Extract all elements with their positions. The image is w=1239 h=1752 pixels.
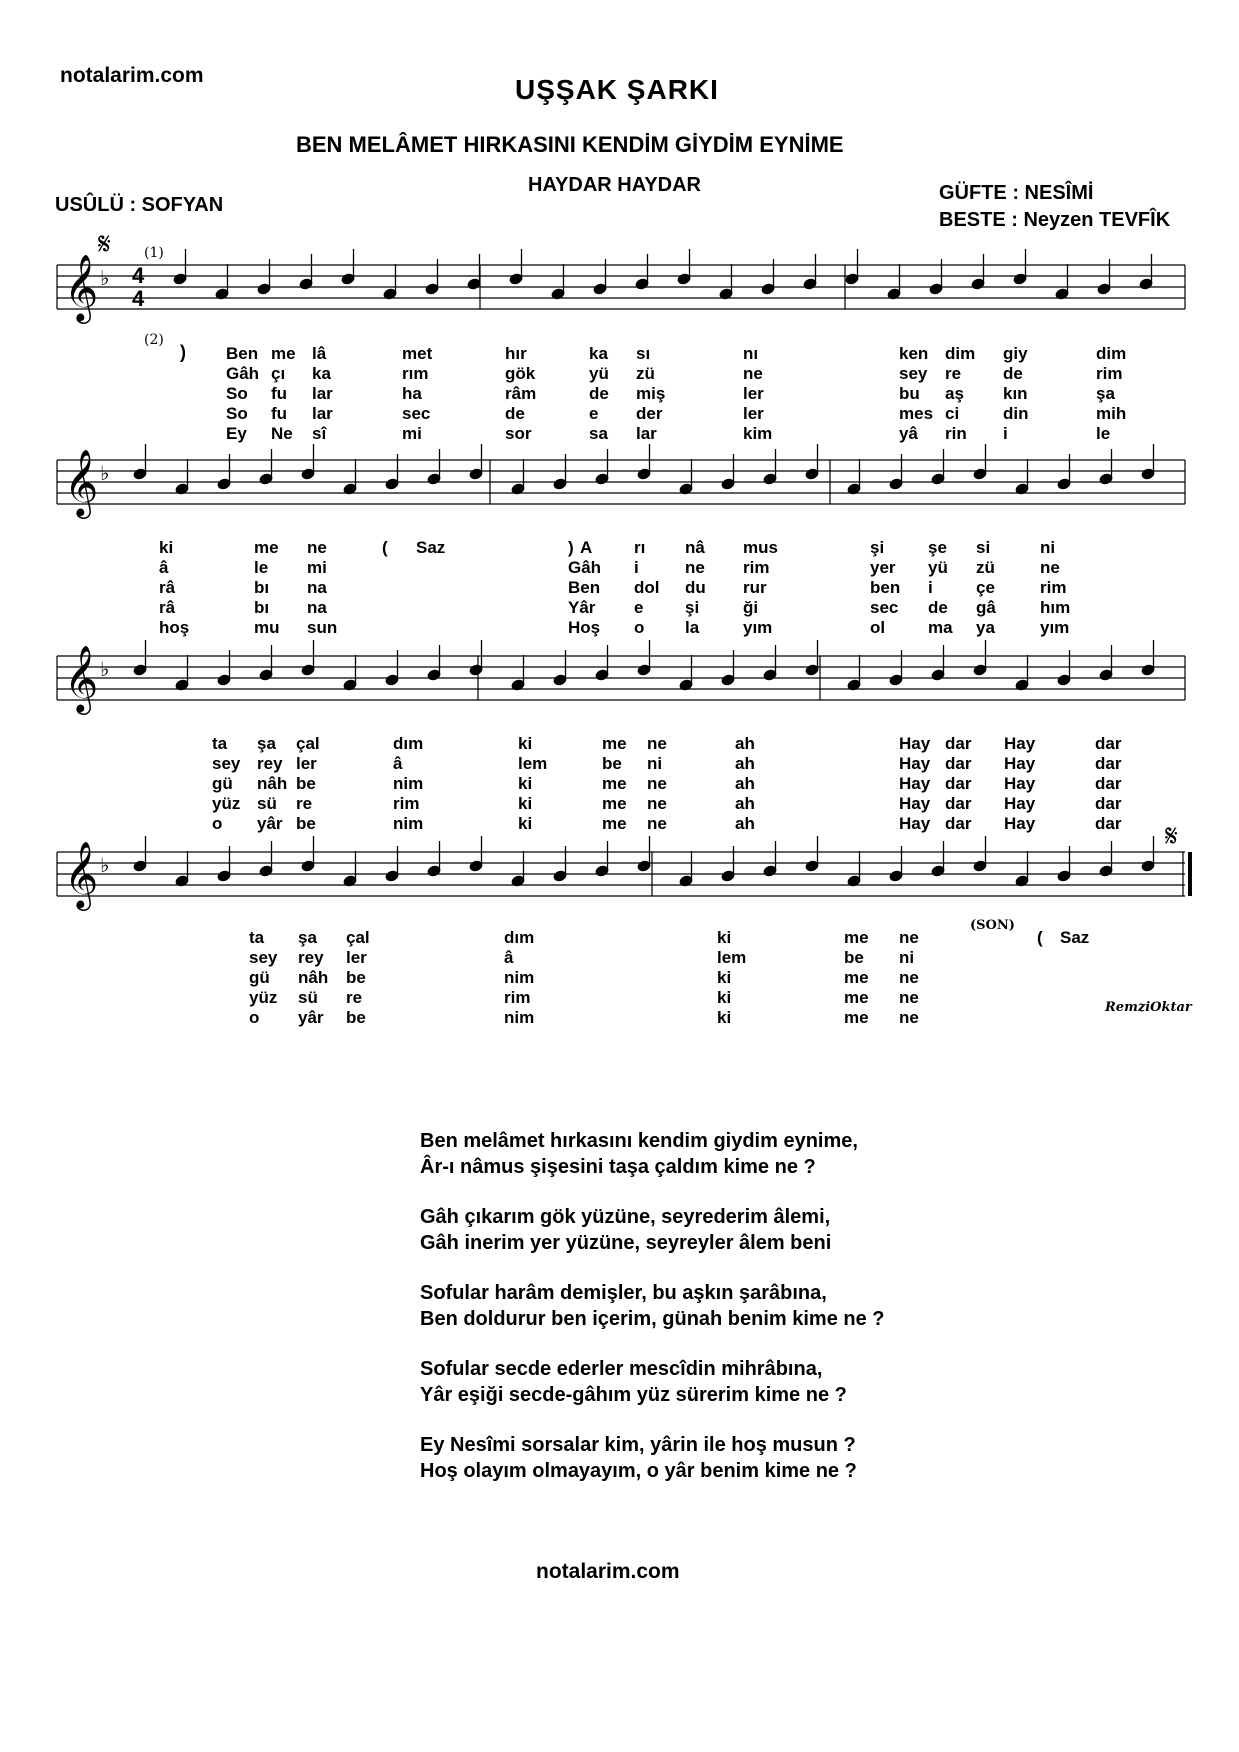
poem-stanza: [420, 1432, 885, 1484]
lyric-syllable: sec: [870, 598, 899, 617]
lyric-syllable: rim: [393, 794, 420, 813]
lyric-syllable: yım: [743, 618, 773, 637]
lyric-syllable: dar: [1095, 754, 1122, 773]
volta-2-label: (2): [144, 332, 164, 348]
lyric-syllable: râ: [159, 598, 176, 617]
usul-label: USÛLÜ : SOFYAN: [55, 194, 224, 216]
lyric-syllable: la: [685, 618, 700, 637]
lyric-syllable: me: [844, 968, 869, 987]
lyric-syllable: me: [844, 928, 869, 947]
lyric-syllable: ken: [899, 344, 929, 363]
lyric-syllable: dol: [634, 578, 660, 597]
lyric-syllable: be: [602, 754, 622, 773]
lyric-syllable: le: [254, 558, 269, 577]
composer-label: BESTE : Neyzen TEVFÎK: [939, 209, 1171, 231]
segno-icon: 𝄋: [1165, 820, 1178, 853]
lyric-syllable: hoş: [159, 618, 190, 637]
lyric-syllable: sa: [589, 424, 608, 443]
lyric-syllable: me: [602, 814, 627, 833]
lyric-syllable: din: [1003, 404, 1029, 423]
lyric-syllable: ma: [928, 618, 953, 637]
lyric-syllable: mih: [1096, 404, 1127, 423]
lyric-syllable: ni: [1040, 538, 1056, 557]
volta-1-label: (1): [144, 245, 164, 261]
lyric-syllable: dim: [1096, 344, 1127, 363]
lyric-syllable: met: [402, 344, 433, 363]
lyric-syllable: si: [976, 538, 991, 557]
lyric-syllable: mes: [899, 404, 934, 423]
lyric-syllable: kim: [743, 424, 773, 443]
lyric-syllable: ne: [899, 1008, 919, 1027]
lyric-syllable: rım: [402, 364, 429, 383]
page-title: UŞŞAK ŞARKI: [515, 74, 719, 105]
lyric-syllable: bı: [254, 578, 270, 597]
lyric-syllable: dar: [1095, 814, 1122, 833]
lyric-syllable: sey: [899, 364, 928, 383]
lyric-syllable: der: [636, 404, 663, 423]
lyric-syllable: çe: [976, 578, 995, 597]
lyric-syllable: ah: [735, 794, 755, 813]
lyric-syllable: yüz: [212, 794, 241, 813]
lyric-syllable: rim: [1040, 578, 1067, 597]
lyric-syllable: hım: [1040, 598, 1071, 617]
lyric-syllable: mi: [307, 558, 327, 577]
lyric-syllable: nâh: [257, 774, 288, 793]
signature: RemziOktar: [1105, 1000, 1192, 1015]
lyric-syllable: ne: [647, 794, 667, 813]
lyric-syllable: bu: [899, 384, 920, 403]
lyric-syllable: du: [685, 578, 706, 597]
lyric-syllable: So: [226, 404, 248, 423]
lyric-syllable: ne: [1040, 558, 1060, 577]
lyric-syllable: ne: [647, 734, 667, 753]
lyric-syllable: Hay: [899, 754, 931, 773]
lyric-syllable: dar: [945, 754, 972, 773]
treble-clef-icon: 𝄞: [64, 253, 99, 321]
lyric-syllable: ta: [212, 734, 228, 753]
lyric-syllable: sî: [312, 424, 327, 443]
lyric-syllable: yüz: [249, 988, 278, 1007]
lyric-syllable: Hay: [899, 774, 931, 793]
lyric-syllable: ka: [589, 344, 608, 363]
lyric-syllable: dar: [945, 794, 972, 813]
lyric-syllable: ci: [945, 404, 960, 423]
lyric-syllable: Hay: [1004, 774, 1036, 793]
lyric-syllable: nı: [743, 344, 759, 363]
lyric-syllable: o: [249, 1008, 260, 1027]
paren-close: ): [180, 342, 186, 362]
lyric-syllable: Saz: [1060, 928, 1090, 947]
site-name-top: notalarim.com: [60, 64, 204, 87]
lyric-syllable: lem: [518, 754, 548, 773]
lyric-syllable: sec: [402, 404, 431, 423]
lyric-syllable: Saz: [416, 538, 446, 557]
lyric-syllable: e: [589, 404, 599, 423]
lyric-syllable: ki: [518, 794, 533, 813]
lyric-syllable: re: [296, 794, 313, 813]
treble-clef-icon: 𝄞: [64, 840, 99, 908]
lyric-syllable: nim: [504, 968, 535, 987]
lyric-syllable: sü: [257, 794, 277, 813]
lyric-syllable: dım: [504, 928, 535, 947]
lyric-syllable: So: [226, 384, 248, 403]
lyric-syllable: giy: [1003, 344, 1028, 363]
time-signature-top: 4: [132, 263, 145, 288]
lyric-syllable: Ne: [271, 424, 293, 443]
lyric-syllable: rey: [257, 754, 283, 773]
lyric-syllable: ler: [743, 404, 764, 423]
lyric-syllable: yü: [589, 364, 609, 383]
time-signature-bottom: 4: [132, 286, 145, 311]
lyric-syllable: ah: [735, 774, 755, 793]
lyric-syllable: ta: [249, 928, 265, 947]
lyric-syllable: â: [504, 948, 514, 967]
lyric-syllable: fu: [271, 404, 288, 423]
lyric-syllable: A: [580, 538, 593, 557]
lyric-syllable: dar: [945, 734, 972, 753]
segno-icon: 𝄋: [98, 228, 111, 261]
lyric-syllable: o: [634, 618, 645, 637]
lyric-syllable: rey: [298, 948, 324, 967]
refrain-title: HAYDAR HAYDAR: [528, 174, 701, 196]
lyric-syllable: me: [602, 794, 627, 813]
poem-text: [420, 1128, 885, 1508]
lyric-syllable: ki: [518, 814, 533, 833]
treble-clef-icon: 𝄞: [64, 448, 99, 516]
lyric-syllable: ben: [870, 578, 901, 597]
lyric-syllable: re: [945, 364, 962, 383]
lyric-syllable: nim: [393, 774, 424, 793]
lyric-syllable: dar: [1095, 794, 1122, 813]
lyric-syllable: â: [159, 558, 169, 577]
lyric-syllable: yım: [1040, 618, 1070, 637]
lyric-syllable: i: [928, 578, 933, 597]
lyric-syllable: ne: [899, 928, 919, 947]
lyric-syllable: de: [928, 598, 948, 617]
lyric-syllable: be: [844, 948, 864, 967]
lyric-syllable: çal: [346, 928, 370, 947]
lyric-syllable: re: [346, 988, 363, 1007]
lyric-syllable: Hoş: [568, 618, 601, 637]
lyric-syllable: ki: [518, 774, 533, 793]
lyric-syllable: şa: [298, 928, 317, 947]
lyric-syllable: ne: [899, 968, 919, 987]
lyric-syllable: sor: [505, 424, 532, 443]
lyric-syllable: şi: [685, 598, 700, 617]
lyric-syllable: ği: [743, 598, 759, 617]
lyric-syllable: be: [296, 814, 316, 833]
lyric-syllable: lâ: [312, 344, 327, 363]
lyric-syllable: ha: [402, 384, 422, 403]
poem-line: Sofular harâm demişler, bu aşkın şarâbına,: [420, 1282, 827, 1304]
lyric-syllable: Yâr: [568, 598, 596, 617]
lyric-syllable: me: [602, 774, 627, 793]
lyric-syllable: ya: [976, 618, 995, 637]
poem-line: Âr-ı nâmus şişesini taşa çaldım kime ne ?: [420, 1156, 816, 1178]
lyric-syllable: be: [346, 968, 366, 987]
lyric-syllable: rim: [504, 988, 531, 1007]
lyric-syllable: Ey: [226, 424, 247, 443]
lyric-syllable: hır: [505, 344, 527, 363]
lyric-syllable: çı: [271, 364, 286, 383]
lyric-syllable: dar: [1095, 774, 1122, 793]
lyric-syllable: ne: [647, 774, 667, 793]
lyric-syllable: ah: [735, 754, 755, 773]
lyric-syllable: be: [296, 774, 316, 793]
poem-stanza: [420, 1128, 885, 1180]
poem-stanza: [420, 1356, 885, 1408]
lyric-syllable: sey: [249, 948, 278, 967]
lyric-syllable: zü: [976, 558, 995, 577]
lyric-syllable: na: [307, 598, 327, 617]
lyric-syllable: Hay: [1004, 734, 1036, 753]
lyric-syllable: sü: [298, 988, 318, 1007]
lyric-syllable: rur: [743, 578, 767, 597]
lyric-syllable: Hay: [1004, 814, 1036, 833]
lyric-syllable: ne: [685, 558, 705, 577]
lyric-syllable: ne: [647, 814, 667, 833]
lyric-syllable: Hay: [1004, 794, 1036, 813]
lyric-syllable: râm: [505, 384, 537, 403]
lyric-syllable: yâ: [899, 424, 918, 443]
poem-line: Gâh çıkarım gök yüzüne, seyrederim âlemi,: [420, 1206, 831, 1228]
lyric-syllable: mu: [254, 618, 280, 637]
lyric-syllable: be: [346, 1008, 366, 1027]
lyric-syllable: ne: [743, 364, 763, 383]
lyric-syllable: mus: [743, 538, 778, 557]
lyric-syllable: bı: [254, 598, 270, 617]
lyric-syllable: şa: [257, 734, 276, 753]
poem-stanza: [420, 1280, 885, 1332]
lyric-syllable: sey: [212, 754, 241, 773]
lyric-syllable: ka: [312, 364, 331, 383]
lyric-syllable: Ben: [568, 578, 601, 597]
lyric-syllable: ah: [735, 814, 755, 833]
poem-line: Ey Nesîmi sorsalar kim, yârin ile hoş musun ?: [420, 1434, 856, 1456]
lyric-syllable: nâh: [298, 968, 329, 987]
lyric-syllable: le: [1096, 424, 1111, 443]
poem-line: Hoş olayım olmayayım, o yâr benim kime ne ?: [420, 1460, 857, 1482]
lyric-syllable: lar: [312, 404, 333, 423]
poem-line: Yâr eşiği secde-gâhım yüz sürerim kime ne ?: [420, 1384, 847, 1406]
lyric-syllable: ah: [735, 734, 755, 753]
lyric-syllable: gü: [249, 968, 270, 987]
lyric-syllable: nâ: [685, 538, 705, 557]
poem-line: Gâh inerim yer yüzüne, seyreyler âlem beni: [420, 1232, 832, 1254]
lyric-syllable: zü: [636, 364, 655, 383]
lyric-syllable: kın: [1003, 384, 1028, 403]
lyric-syllable: i: [1003, 424, 1008, 443]
flat-icon: ♭: [100, 461, 110, 485]
lyric-syllable: sun: [307, 618, 338, 637]
lyric-syllable: e: [634, 598, 644, 617]
lyric-syllable: ler: [346, 948, 367, 967]
lyric-syllable: na: [307, 578, 327, 597]
poem-line: Ben melâmet hırkasını kendim giydim eynime,: [420, 1130, 858, 1152]
lyric-syllable: şa: [1096, 384, 1115, 403]
lyric-syllable: Gâh: [226, 364, 260, 383]
lyric-syllable: aş: [945, 384, 964, 403]
lyric-syllable: me: [254, 538, 279, 557]
lyric-syllable: dar: [1095, 734, 1122, 753]
lyric-syllable: â: [393, 754, 403, 773]
lyric-syllable: yâr: [257, 814, 283, 833]
lyric-syllable: ler: [743, 384, 764, 403]
lyric-syllable: şe: [928, 538, 947, 557]
lyric-syllable: me: [844, 1008, 869, 1027]
lyric-syllable: miş: [636, 384, 666, 403]
flat-icon: ♭: [100, 657, 110, 681]
lyric-syllable: o: [212, 814, 223, 833]
lyric-syllable: ni: [899, 948, 915, 967]
lyric-syllable: yer: [870, 558, 896, 577]
lyric-syllable: Gâh: [568, 558, 602, 577]
lyric-syllable: de: [1003, 364, 1023, 383]
flat-icon: ♭: [100, 266, 110, 290]
lyric-syllable: rin: [945, 424, 967, 443]
lyric-syllable: nim: [393, 814, 424, 833]
lyric-syllable: ol: [870, 618, 886, 637]
lyric-syllable: râ: [159, 578, 176, 597]
lyric-syllable: me: [602, 734, 627, 753]
treble-clef-icon: 𝄞: [64, 644, 99, 712]
lyric-syllable: şi: [870, 538, 885, 557]
lyric-syllable: yü: [928, 558, 948, 577]
lyric-syllable: Ben: [226, 344, 259, 363]
lyric-syllable: rı: [634, 538, 646, 557]
lyric-syllable: lar: [636, 424, 657, 443]
lyric-syllable: çal: [296, 734, 320, 753]
lyric-syllable: fu: [271, 384, 288, 403]
lyric-syllable: ler: [296, 754, 317, 773]
son-mark: (SON): [970, 918, 1015, 933]
lyric-syllable: yâr: [298, 1008, 324, 1027]
lyric-syllable: lar: [312, 384, 333, 403]
lyric-syllable: gök: [505, 364, 536, 383]
poem-line: Sofular secde ederler mescîdin mihrâbına,: [420, 1358, 823, 1380]
lyric-syllable: (: [382, 538, 388, 557]
poem-stanza: [420, 1204, 885, 1256]
lyric-syllable: me: [271, 344, 296, 363]
lyric-syllable: ki: [717, 968, 732, 987]
lyric-syllable: ni: [647, 754, 663, 773]
lyric-syllable: me: [844, 988, 869, 1007]
lyric-syllable: dar: [945, 774, 972, 793]
song-subtitle: BEN MELÂMET HIRKASINI KENDİM GİYDİM EYNİME: [296, 132, 844, 157]
lyric-syllable: de: [505, 404, 525, 423]
lyricist-label: GÜFTE : NESÎMİ: [939, 182, 1094, 204]
lyric-syllable: ki: [717, 928, 732, 947]
lyric-syllable: dar: [945, 814, 972, 833]
lyric-syllable: Hay: [899, 794, 931, 813]
lyric-syllable: ki: [717, 1008, 732, 1027]
lyric-syllable: rim: [1096, 364, 1123, 383]
lyric-syllable: sı: [636, 344, 651, 363]
lyric-syllable: ne: [899, 988, 919, 1007]
lyric-syllable: i: [634, 558, 639, 577]
lyric-syllable: gâ: [976, 598, 996, 617]
lyric-syllable: mi: [402, 424, 422, 443]
lyric-syllable: de: [589, 384, 609, 403]
lyric-syllable: Hay: [899, 734, 931, 753]
site-name-bottom: notalarim.com: [536, 1560, 680, 1583]
lyric-syllable: Hay: [1004, 754, 1036, 773]
lyric-syllable: ne: [307, 538, 327, 557]
lyric-syllable: gü: [212, 774, 233, 793]
lyric-syllable: nim: [504, 1008, 535, 1027]
lyric-syllable: ki: [159, 538, 174, 557]
lyric-syllable: dım: [393, 734, 424, 753]
flat-icon: ♭: [100, 853, 110, 877]
poem-line: Ben doldurur ben içerim, günah benim kime ne ?: [420, 1308, 885, 1330]
lyric-syllable: ki: [518, 734, 533, 753]
lyric-syllable: rim: [743, 558, 770, 577]
lyric-syllable: (: [1037, 928, 1043, 947]
lyric-syllable: Hay: [899, 814, 931, 833]
lyric-syllable: dim: [945, 344, 976, 363]
lyric-syllable: ): [568, 538, 574, 557]
lyric-syllable: ki: [717, 988, 732, 1007]
lyric-syllable: lem: [717, 948, 747, 967]
